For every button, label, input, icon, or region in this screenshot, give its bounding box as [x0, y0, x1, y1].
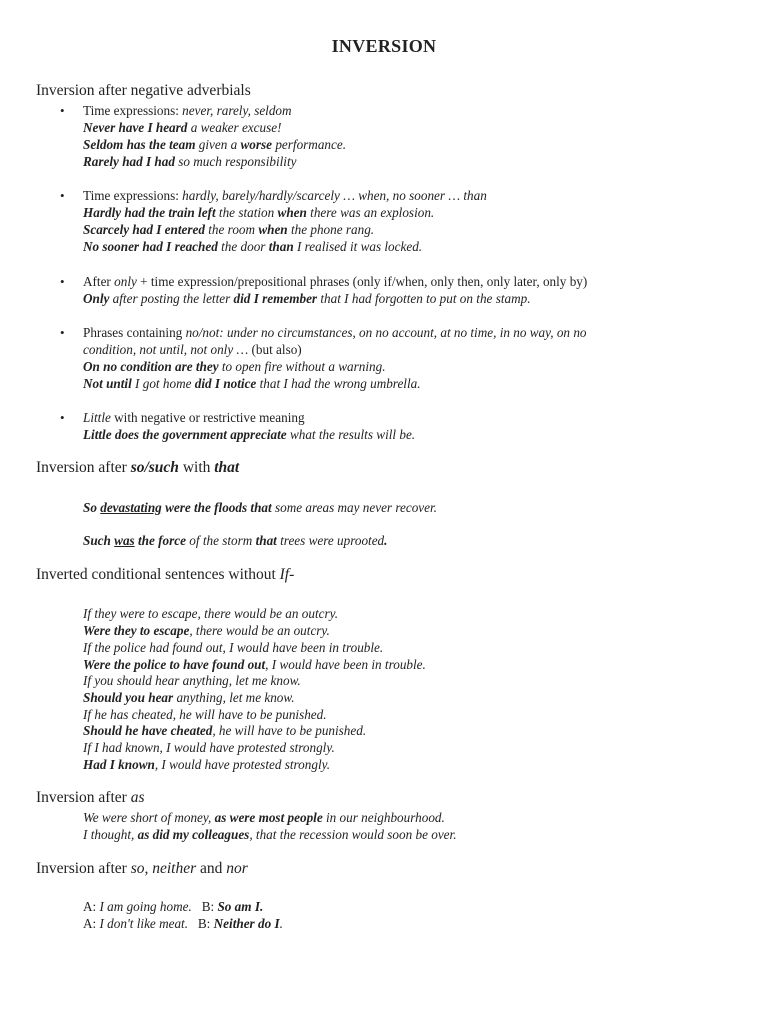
bullet-intro: Phrases containing no/not: under no circumstances, on no account, at no time, in no way, on no [83, 325, 587, 340]
example-line: Should he have cheated, he will have to be punished. [83, 723, 367, 738]
bullet-icon: • [60, 103, 65, 118]
bullet-intro: Little with negative or restrictive meaning [83, 410, 305, 425]
dialogue-line: A: I don't like meat. B: Neither do I. [83, 916, 283, 931]
dialogue-line: A: I am going home. B: So am I. [83, 899, 264, 914]
example-line: No sooner had I reached the door than I realised it was locked. [83, 239, 423, 254]
bullet-intro-continued: condition, not until, not only … (but also) [83, 342, 302, 357]
bullet-icon: • [60, 325, 65, 340]
example-line: Not until I got home did I notice that I had the wrong umbrella. [83, 376, 421, 391]
example-line: Never have I heard a weaker excuse! [83, 120, 282, 135]
example-line: We were short of money, as were most people in our neighbourhood. [83, 810, 445, 825]
section-heading-conditionals: Inverted conditional sentences without If- [36, 566, 295, 583]
example-line: If he has cheated, he will have to be punished. [83, 707, 327, 722]
example-line: Little does the government appreciate what the results will be. [83, 427, 416, 442]
section-heading-as: Inversion after as [36, 789, 145, 806]
bullet-icon: • [60, 274, 65, 289]
section-heading-negative-adverbials: Inversion after negative adverbials [36, 82, 251, 99]
example-line: If they were to escape, there would be an outcry. [83, 606, 339, 621]
example-line: Were the police to have found out, I would have been in trouble. [83, 657, 426, 672]
example-line: So devastating were the floods that some areas may never recover. [83, 500, 437, 515]
bullet-intro: Time expressions: never, rarely, seldom [83, 103, 292, 118]
example-line: If I had known, I would have protested strongly. [83, 740, 335, 755]
example-line: Rarely had I had so much responsibility [83, 154, 297, 169]
example-line: Such was the force of the storm that trees were uprooted. [83, 533, 388, 548]
example-line: Should you hear anything, let me know. [83, 690, 295, 705]
page-title: INVERSION [331, 36, 437, 56]
example-line: Hardly had the train left the station when there was an explosion. [83, 205, 435, 220]
section-heading-so-such: Inversion after so/such with that [36, 459, 240, 476]
example-line: Seldom has the team given a worse performance. [83, 137, 347, 152]
bullet-intro: After only + time expression/prepositional phrases (only if/when, only then, only later, only by) [83, 274, 588, 289]
example-line: If you should hear anything, let me know. [83, 673, 301, 688]
example-line: If the police had found out, I would have been in trouble. [83, 640, 384, 655]
example-line: I thought, as did my colleagues, that the recession would soon be over. [83, 827, 457, 842]
bullet-icon: • [60, 410, 65, 425]
bullet-icon: • [60, 188, 65, 203]
section-heading-so-neither-nor: Inversion after so, neither and nor [36, 860, 248, 877]
example-line: Had I known, I would have protested strongly. [83, 757, 331, 772]
example-line: Were they to escape, there would be an outcry. [83, 623, 330, 638]
bullet-intro: Time expressions: hardly, barely/hardly/scarcely … when, no sooner … than [83, 188, 487, 203]
example-line: On no condition are they to open fire without a warning. [83, 359, 386, 374]
example-line: Scarcely had I entered the room when the phone rang. [83, 222, 375, 237]
example-line: Only after posting the letter did I remember that I had forgotten to put on the stamp. [83, 291, 531, 306]
